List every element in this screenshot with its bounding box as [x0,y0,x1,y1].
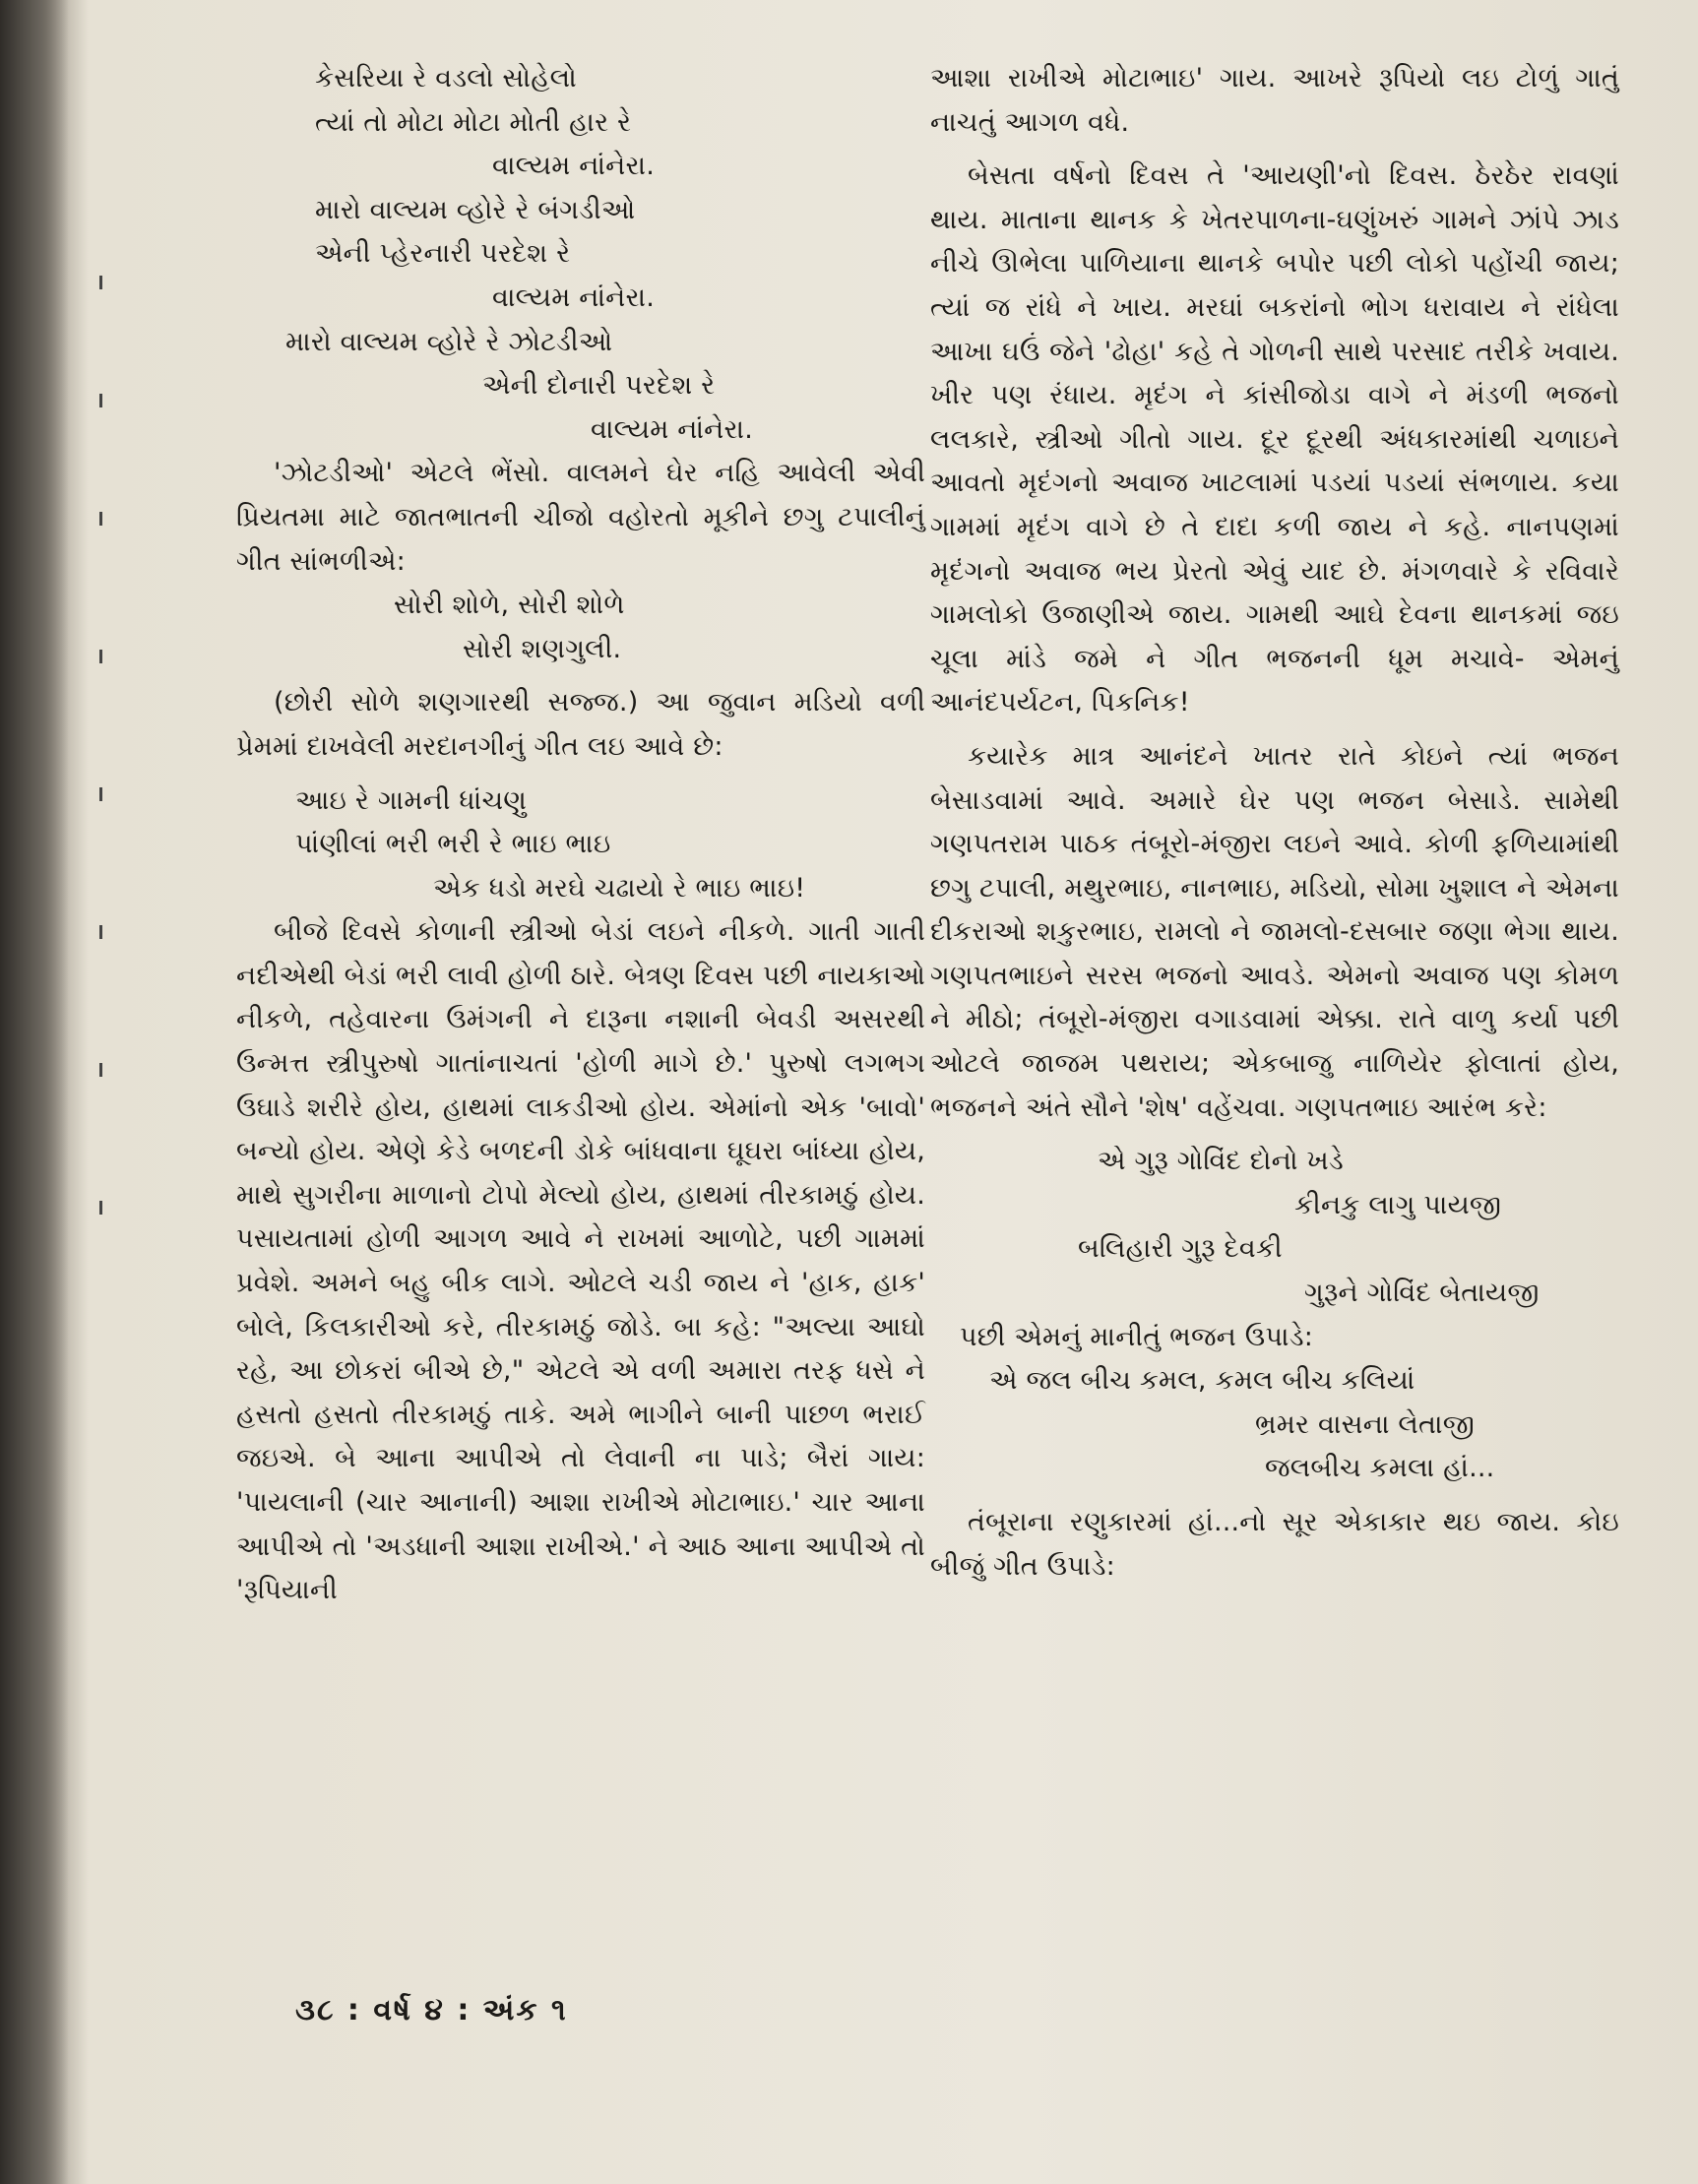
verse-kesariya [236,57,925,452]
verse-line: એની પ્હેરનારી પરદેશ રે [315,238,571,270]
verse-line: બલિહારી ગુરૂ દેવકી [1078,1233,1283,1265]
paragraph: 'ઝોટડીઓ' એટલે ભેંસો. વાલમને ઘેર નહિ આવેલી એવી પ્રિયતમા માટે જાતભાતની ચીજો વહોરતો મૂકીને છગુ ટપાલીનું ગીત સાંભળીએ: [236,458,925,577]
paragraph: તંબૂરાના રણુકારમાં હાં...નો સૂર એકાકાર થઇ જાય. કોઇ બીજું ગીત ઉપાડે: [930,1507,1619,1582]
right-column [930,57,1619,1589]
verse-line: મારો વાલ્યમ વ્હોરે રે ઝોટડીઓ [285,326,613,357]
binding-shadow [0,0,69,2184]
verse-line: સોરી શોળે, સોરી શોળે [394,590,625,621]
verse-line: જલબીચ કમલા હાં... [1265,1453,1495,1484]
paragraph: બીજે દિવસે કોળાની સ્ત્રીઓ બેડાં લઇને નીકળે. ગાતી ગાતી નદીએથી બેડાં ભરી લાવી હોળી ઠારે. બેત્રણ દિવસ પછી નાયકાઓ નીકળે, તહેવારના ઉમંગની ને દારૂના નશાની બેવડી અસરથી ઉન્મત્ત સ્ત્રીપુરુષો ગાતાંનાચતાં 'હોળી માગે છે.' પુરુષો લગભગ ઉઘાડે શરીરે હોય, હાથમાં લાકડીઓ હોય. એમાંનો એક 'બાવો' બન્યો હોય. એણે કેડે બળદની ડોકે બાંધવાના ઘૂઘરા બાંધ્યા હોય, માથે સુગરીના માળાનો ટોપો મેલ્યો હોય, હાથમાં તીરકામઠું હોય. પસાયતામાં હોળી આગળ આવે ને રાખમાં આળોટે, પછી ગામમાં પ્રવેશે. અમને બહુ બીક લાગે. ઓટલે ચડી જાય ને 'હાક, હાક' બોલે, કિલકારીઓ કરે, તીરકામઠું જોડે. બા કહે: "અલ્યા આઘો રહે, આ છોકરાં બીએ છે," એટલે એ વળી અમારા તરફ ધસે ને હસતો હસતો તીરકામઠું તાકે. અમે ભાગીને બાની પાછળ ભરાઈ જઇએ. બે આના આપીએ તો લેવાની ના પાડે; બૈરાં ગાય: 'પાયલાની (ચાર આનાની) આશા રાખીએ મોટાભાઇ.' ચાર આના આપીએ તો 'અડધાની આશા રાખીએ.' ને આઠ આના આપીએ તો 'રૂપિયાની [236,916,925,1606]
margin-marks [94,276,113,1457]
verse-guru [930,1140,1619,1315]
verse-line: વાલ્યમ નાંનેરા. [492,151,656,182]
verse-line: એ ગુરૂ ગોવિંદ દોનો ખડે [1098,1146,1344,1177]
verse-line: વાલ્યમ નાંનેરા. [492,281,656,313]
verse-line: એની દોનારી પરદેશ રે [482,370,716,402]
paragraph: પછી એમનું માનીતું ભજન ઉપાડે: [960,1321,1314,1352]
verse-line: ત્યાં તો મોટા મોટા મોતી હાર રે [315,106,632,138]
verse-line: આઇ રે ગામની ધાંચણુ [295,784,527,816]
verse-line: એક ધડો મરઘે ચઢાયો રે ભાઇ ભાઇ! [433,872,806,904]
verse-line: કેસરિયા રે વડલો સોહેલો [315,63,578,94]
verse-aai [236,780,925,911]
paragraph: બેસતા વર્ષનો દિવસ તે 'આયણી'નો દિવસ. ઠેરઠેર રાવણાં થાય. માતાના થાનક કે ખેતરપાળના-ઘણુંખરું ગામને ઝાંપે ઝાડ નીચે ઊભેલા પાળિયાના થાનકે બપોર પછી લોકો પહોંચી જાય; ત્યાં જ રાંધે ને ખાય. મરઘાં બકરાંનો ભોગ ધરાવાય ને રાંધેલા આખા ઘઉં જેને 'ઢોહા' કહે તે ગોળની સાથે પરસાદ તરીકે ખવાય. ખીર પણ રંધાય. મૃદંગ ને કાંસીજોડા વાગે ને મંડળી ભજનો લલકારે, સ્ત્રીઓ ગીતો ગાય. દૂર દૂરથી અંધકારમાંથી ચળાઇને આવતો મૃદંગનો અવાજ ખાટલામાં પડયાં પડયાં સંભળાય. કયા ગામમાં મૃદંગ વાગે છે તે દાદા કળી જાય ને કહે. નાનપણમાં મૃદંગનો અવાજ ભય પ્રેરતો એવું યાદ છે. મંગળવારે કે રવિવારે ગામલોકો ઉજાણીએ જાય. ગામથી આઘે દેવના થાનકમાં જઇ ચૂલા માંડે જમે ને ગીત ભજનની ધૂમ મચાવે- એમનું આનંદપર્યટન, પિકનિક! [930,160,1619,718]
left-column [236,57,925,1613]
verse-line: મારો વાલ્યમ વ્હોરે રે બંગડીઓ [315,194,636,225]
paragraph: આશા રાખીએ મોટાભાઇ' ગાય. આખરે રૂપિયો લઇ ટોળું ગાતું નાચતું આગળ વધે. [930,63,1619,138]
paragraph: કયારેક માત્ર આનંદને ખાતર રાતે કોઇને ત્યાં ભજન બેસાડવામાં આવે. અમારે ઘેર પણ ભજન બેસાડે. સામેથી ગણપતરામ પાઠક તંબૂરો-મંજીરા લઇને આવે. કોળી ફળિયામાંથી છગુ ટપાલી, મથુરભાઇ, નાનભાઇ, મડિયો, સોમા ખુશાલ ને એમના દીકરાઓ શકુરભાઇ, રામલો ને જામલો-દસબાર જણા ભેગા થાય. ગણપતભાઇને સરસ ભજનો આવડે. એમનો અવાજ પણ કોમળ ને મીઠો; તંબૂરો-મંજીરા વગાડવામાં એક્કા. રાતે વાળુ કર્યા પછી ઓટલે જાજમ પથરાય; એકબાજુ નાળિયેર ફોલાતાં હોય, ભજનને અંતે સૌને 'શેષ' વહેંચવા. ગણપતભાઇ આરંભ કરે: [930,740,1619,1123]
paragraph: (છોરી સોળે શણગારથી સજ્જ.) આ જુવાન મડિયો વળી પ્રેમમાં દાખવેલી મરદાનગીનું ગીત લઇ આવે છે: [236,687,925,762]
verse-line: પાંણીલાં ભરી ભરી રે ભાઇ ભાઇ [295,829,611,860]
verse-jal [930,1359,1619,1491]
verse-line: ભ્રમર વાસના લેતાજી [1255,1408,1475,1440]
verse-line: સોરી શણગુલી. [463,633,622,664]
verse-line: કીનકુ લાગુ પાયજી [1294,1189,1502,1220]
verse-line: ગુરૂને ગોવિંદ બેતાયજી [1304,1278,1540,1309]
page-footer: ૩૮ : વર્ષ ૪ : અંક ૧ [295,1993,568,2028]
verse-sori [236,584,925,671]
verse-line: વાલ્યમ નાંનેરા. [591,413,754,445]
verse-line: એ જલ બીચ કમલ, કમલ બીચ કલિયાં [989,1365,1415,1397]
